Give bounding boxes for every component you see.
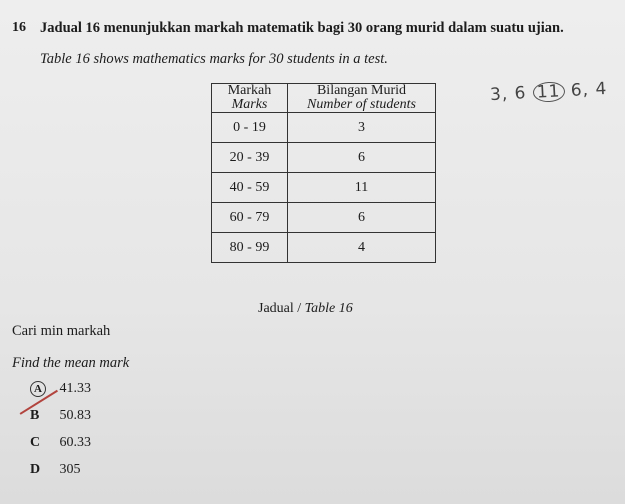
header-marks-english: Marks: [231, 97, 268, 112]
instruction-malay: Cari min markah: [12, 323, 111, 339]
student-count-cell: 3: [288, 113, 436, 143]
caption-english: Table 16: [304, 301, 353, 316]
handwritten-suffix: 6, 4: [570, 78, 608, 101]
option-b-value: 50.83: [59, 408, 91, 423]
handwritten-prefix: 3, 6: [489, 83, 528, 106]
question-text-english: Table 16 shows mathematics marks for 30 students in a test.: [40, 51, 388, 67]
option-d-letter: D: [30, 462, 41, 477]
student-count-cell: 6: [288, 143, 436, 173]
option-a[interactable]: [30, 381, 91, 397]
marks-range-cell: 0 - 19: [212, 113, 288, 143]
marks-range-cell: 40 - 59: [212, 173, 288, 203]
header-marks-malay: Markah: [227, 83, 272, 98]
header-marks: [212, 84, 288, 113]
option-c-value: 60.33: [59, 435, 91, 450]
question-number: 16: [12, 20, 26, 35]
header-students-malay: Bilangan Murid: [316, 83, 407, 98]
option-d-value: 305: [59, 462, 81, 477]
handwritten-note: [490, 79, 608, 105]
table-row: [212, 113, 436, 143]
marks-table: [211, 83, 436, 263]
student-count-cell: 11: [288, 173, 436, 203]
option-b-letter: B: [30, 408, 40, 423]
header-students: [288, 84, 436, 113]
handwritten-circled-median: 11: [532, 81, 565, 103]
marks-range-cell: 80 - 99: [212, 233, 288, 263]
student-count-cell: 4: [288, 233, 436, 263]
student-count-cell: 6: [288, 203, 436, 233]
option-c[interactable]: [30, 435, 91, 451]
option-c-letter: C: [30, 435, 41, 450]
option-b[interactable]: [30, 408, 91, 424]
table-caption: [258, 301, 353, 317]
option-d[interactable]: [30, 462, 81, 478]
caption-malay: Jadual /: [258, 301, 302, 316]
question-text-malay: Jadual 16 menunjukkan markah matematik bagi 30 orang murid dalam suatu ujian.: [40, 20, 564, 36]
marks-range-cell: 60 - 79: [212, 203, 288, 233]
table-row: [212, 233, 436, 263]
table-header-row: [212, 84, 436, 113]
table-row: [212, 203, 436, 233]
header-students-english: Number of students: [307, 97, 416, 112]
table-row: [212, 143, 436, 173]
marks-range-cell: 20 - 39: [212, 143, 288, 173]
option-a-value: 41.33: [59, 381, 91, 396]
table-row: [212, 173, 436, 203]
instruction-english: Find the mean mark: [12, 355, 130, 371]
option-a-letter: A: [30, 381, 46, 397]
